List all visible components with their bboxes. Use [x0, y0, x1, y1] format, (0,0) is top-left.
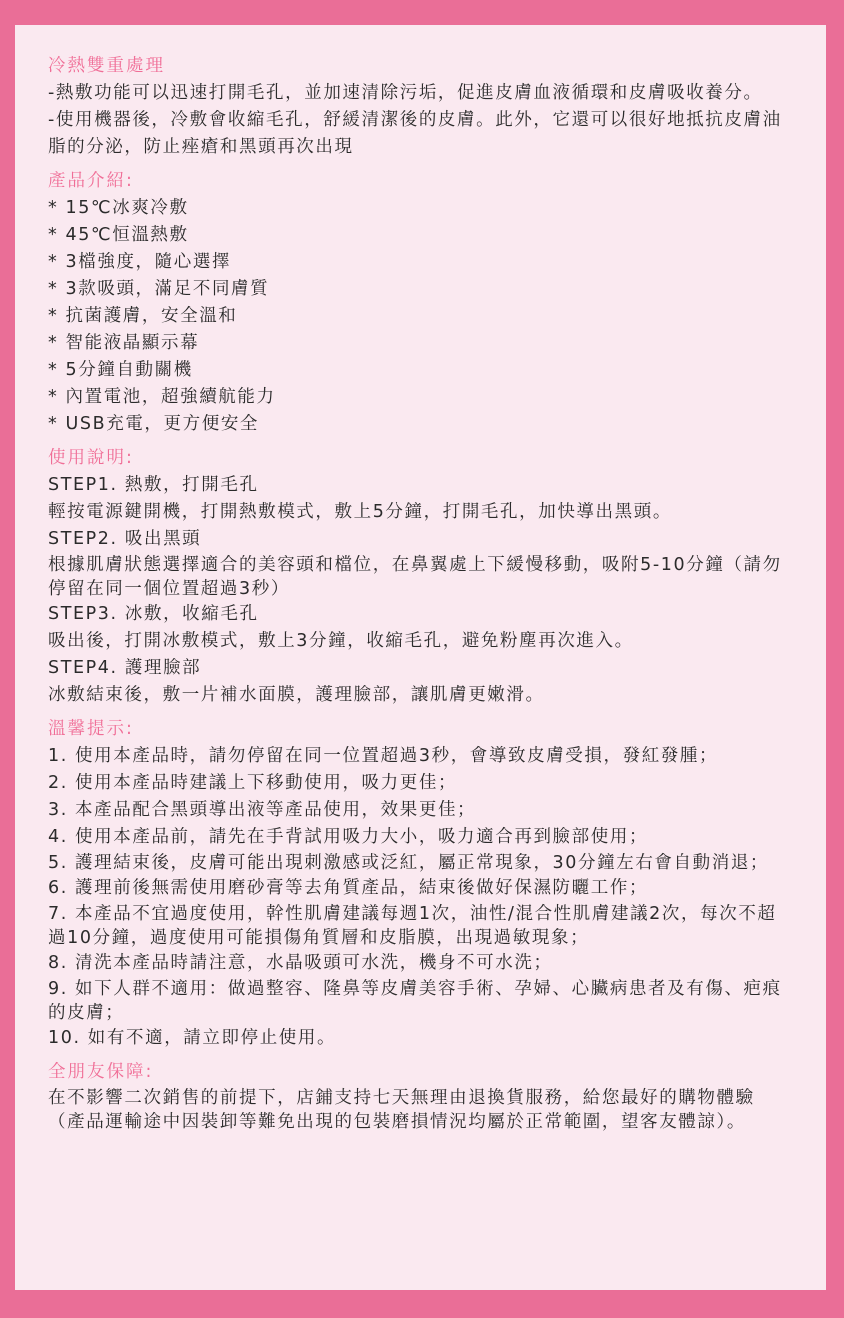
tip-item: 6. 護理前後無需使用磨砂膏等去角質產品，結束後做好保濕防曬工作； [48, 878, 649, 898]
dual-treatment-section [48, 53, 786, 161]
feature-item: * 智能液晶顯示幕 [48, 333, 200, 353]
guarantee-description: 在不影響二次銷售的前提下，店鋪支持七天無理由退換貨服務，給您最好的購物體驗（產品運輸途中因裝卸等難免出現的包裝磨損情況均屬於正常範圍，望客友體諒）。 [48, 1088, 755, 1132]
feature-item: * 3款吸頭，滿足不同膚質 [48, 279, 270, 299]
step-title: STEP2. 吸出黑頭 [48, 529, 202, 549]
product-intro-section [48, 168, 786, 438]
dual-treatment-heading: 冷熱雙重處理 [48, 56, 165, 76]
step-title: STEP4. 護理臉部 [48, 658, 202, 678]
tip-item: 2. 使用本產品時建議上下移動使用，吸力更佳； [48, 773, 458, 793]
step-description: 輕按電源鍵開機，打開熱敷模式，敷上5分鐘，打開毛孔，加快導出黑頭。 [48, 502, 672, 522]
feature-item: * USB充電，更方便安全 [48, 414, 260, 434]
feature-item: * 45℃恒溫熱敷 [48, 225, 189, 245]
step-description: 冰敷結束後，敷一片補水面膜，護理臉部，讓肌膚更嫩滑。 [48, 685, 545, 705]
cold-compress-description: -使用機器後，冷敷會收縮毛孔，舒緩清潔後的皮膚。此外，它還可以很好地抵抗皮膚油脂的分泌，防止痤瘡和黑頭再次出現 [48, 110, 782, 157]
tip-item: 1. 使用本產品時，請勿停留在同一位置超過3秒，會導致皮膚受損，發紅發腫； [48, 746, 719, 766]
step-description: 根據肌膚狀態選擇適合的美容頭和檔位，在鼻翼處上下緩慢移動，吸附5-10分鐘（請勿停留在同一個位置超過3秒） [48, 555, 782, 599]
step-title: STEP3. 冰敷，收縮毛孔 [48, 604, 259, 624]
feature-item: * 內置電池，超強續航能力 [48, 387, 276, 407]
usage-section [48, 445, 786, 709]
step-title: STEP1. 熱敷，打開毛孔 [48, 475, 259, 495]
tip-item: 7. 本產品不宜過度使用，幹性肌膚建議每週1次，油性/混合性肌膚建議2次，每次不超過10分鐘，過度使用可能損傷角質層和皮脂膜，出現過敏現象； [48, 904, 777, 948]
feature-item: * 15℃冰爽冷敷 [48, 198, 189, 218]
tip-item: 9. 如下人群不適用：做過整容、隆鼻等皮膚美容手術、孕婦、心臟病患者及有傷、疤痕的皮膚； [48, 979, 782, 1023]
tips-heading: 溫馨提示: [48, 719, 134, 739]
usage-heading: 使用說明: [48, 448, 134, 468]
content-card [15, 25, 826, 1290]
feature-item: * 抗菌護膚，安全溫和 [48, 306, 238, 326]
tip-item: 10. 如有不適，請立即停止使用。 [48, 1028, 337, 1048]
feature-item: * 5分鐘自動關機 [48, 360, 193, 380]
feature-item: * 3檔強度，隨心選擇 [48, 252, 232, 272]
tip-item: 8. 清洗本產品時請注意，水晶吸頭可水洗，機身不可水洗； [48, 953, 553, 973]
step-description: 吸出後，打開冰敷模式，敷上3分鐘，收縮毛孔，避免粉塵再次進入。 [48, 631, 634, 651]
tip-item: 3. 本產品配合黑頭導出液等產品使用，效果更佳； [48, 800, 477, 820]
tip-item: 4. 使用本產品前，請先在手背試用吸力大小，吸力適合再到臉部使用； [48, 827, 649, 847]
guarantee-heading: 全朋友保障: [48, 1062, 154, 1082]
hot-compress-description: -熱敷功能可以迅速打開毛孔，並加速清除污垢，促進皮膚血液循環和皮膚吸收養分。 [48, 83, 763, 103]
tip-item: 5. 護理結束後，皮膚可能出現刺激感或泛紅，屬正常現象，30分鐘左右會自動消退； [48, 853, 770, 873]
product-intro-heading: 產品介紹: [48, 171, 134, 191]
guarantee-section [48, 1059, 786, 1134]
tips-section [48, 716, 786, 1052]
